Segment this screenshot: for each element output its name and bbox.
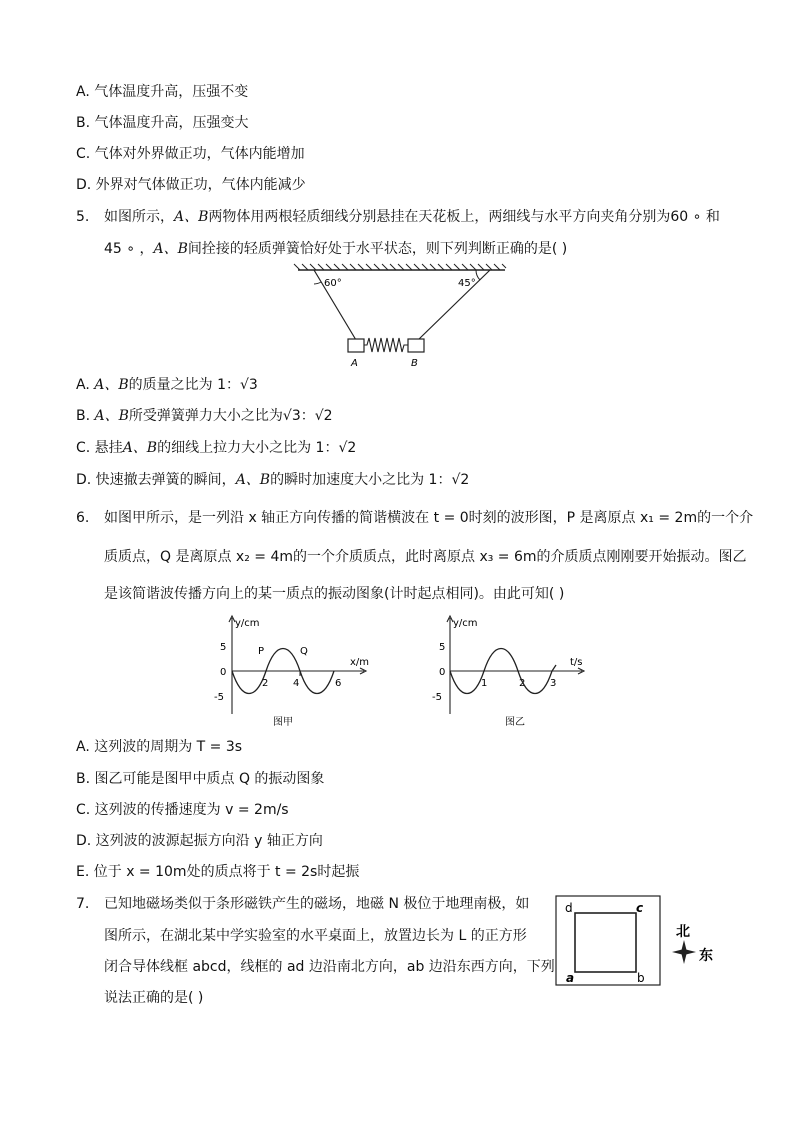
jia-ylabel: y/cm — [235, 618, 260, 629]
yi-caption: 图乙 — [505, 717, 525, 728]
q6-stem-line1: 如图甲所示，是一列沿 x 轴正方向传播的简谐横波在 t = 0时刻的波形图，P 是离原点 x₁ = 2m的一个介 — [104, 510, 754, 526]
jia-caption: 图甲 — [273, 717, 293, 728]
q6-option-a: A. 这列波的周期为 T = 3s — [76, 739, 243, 755]
q4-option-a: A. 气体温度升高，压强不变 — [76, 84, 249, 100]
q6-option-e: E. 位于 x = 10m处的质点将于 t = 2s时起振 — [76, 864, 360, 880]
jia-point-q: Q — [300, 646, 308, 657]
yi-ytick-0: 0 — [439, 667, 446, 678]
jia-point-p: P — [258, 646, 265, 657]
jia-xtick-2: 2 — [262, 678, 269, 689]
corner-b: b — [637, 971, 645, 985]
jia-ytick-0: 0 — [220, 667, 227, 678]
spring — [364, 338, 408, 352]
square-loop-abcd — [575, 913, 636, 972]
q4-option-d: D. 外界对气体做正功，气体内能减少 — [76, 177, 306, 193]
graph-jia — [214, 616, 369, 728]
q6-stem-line2: 质质点，Q 是离原点 x₂ = 4m的一个介质质点，此时离原点 x₃ = 6m的介质质点刚刚要开始振动。图乙 — [104, 549, 747, 565]
q4-option-c: C. 气体对外界做正功，气体内能增加 — [76, 146, 305, 162]
string-b — [418, 270, 490, 340]
q7-stem-line1: 已知地磁场类似于条形磁铁产生的磁场，地磁 N 极位于地理南极，如 — [104, 896, 530, 912]
q5-option-c: C. 悬挂A、B的细线上拉力大小之比为 1：√2 — [76, 440, 357, 456]
label-a: A — [351, 358, 358, 369]
north-label: 北 — [676, 924, 690, 940]
q6-option-c: C. 这列波的传播速度为 v = 2m/s — [76, 802, 289, 818]
q7-number: 7. — [76, 896, 90, 912]
q7-stem-line2: 图所示，在湖北某中学实验室的水平桌面上，放置边长为 L 的正方形 — [104, 928, 527, 944]
graph-yi — [432, 616, 584, 728]
jia-ytick-neg5: -5 — [214, 692, 224, 703]
q6-option-d: D. 这列波的波源起振方向沿 y 轴正方向 — [76, 833, 323, 849]
q7-stem-line4: 说法正确的是( ) — [104, 990, 204, 1006]
yi-xtick-1: 1 — [481, 678, 488, 689]
ceiling — [294, 264, 506, 270]
q6-number: 6. — [76, 510, 90, 526]
yi-ytick-5: 5 — [439, 642, 446, 653]
q5-stem-line2: 45 ∘ ，A、B间拴接的轻质弹簧恰好处于水平状态，则下列判断正确的是( ) — [104, 241, 568, 257]
q5-figure — [290, 262, 510, 370]
corner-d: d — [565, 901, 573, 915]
q6-stem-line3: 是该简谐波传播方向上的某一质点的振动图象(计时起点相同)。由此可知( ) — [104, 586, 565, 602]
q5-option-d: D. 快速撤去弹簧的瞬间，A、B的瞬时加速度大小之比为 1：√2 — [76, 472, 470, 488]
q6-option-b: B. 图乙可能是图甲中质点 Q 的振动图象 — [76, 771, 325, 787]
label-b: B — [411, 358, 418, 369]
q7-stem-line3: 闭合导体线框 abcd，线框的 ad 边沿南北方向，ab 边沿东西方向，下列 — [104, 959, 555, 975]
q5-option-b: B. A、B所受弹簧弹力大小之比为√3：√2 — [76, 408, 333, 424]
jia-ytick-5: 5 — [220, 642, 227, 653]
q6-graphs — [210, 612, 585, 732]
q7-figure — [554, 894, 726, 988]
q5-option-a: A. A、B的质量之比为 1：√3 — [76, 377, 258, 393]
yi-xlabel: t/s — [570, 657, 583, 668]
corner-c: c — [636, 901, 644, 915]
q5-number: 5. — [76, 209, 90, 225]
yi-ylabel: y/cm — [453, 618, 478, 629]
angle-45-label: 45° — [458, 278, 476, 289]
yi-ytick-neg5: -5 — [432, 692, 442, 703]
compass-icon — [672, 940, 696, 964]
q5-stem-line1: 如图所示，A、B两物体用两根轻质细线分别悬挂在天花板上，两细线与水平方向夹角分别为60 ∘ 和 — [104, 209, 720, 225]
yi-xtick-3: 3 — [550, 678, 557, 689]
east-label: 东 — [699, 948, 713, 964]
angle-60-label: 60° — [324, 278, 342, 289]
jia-xtick-4: 4 — [293, 678, 300, 689]
corner-a: a — [566, 971, 575, 985]
block-a — [348, 339, 364, 352]
yi-xtick-2: 2 — [519, 678, 526, 689]
q4-option-b: B. 气体温度升高，压强变大 — [76, 115, 249, 131]
jia-xlabel: x/m — [350, 657, 370, 668]
jia-xtick-6: 6 — [335, 678, 342, 689]
block-b — [408, 339, 424, 352]
